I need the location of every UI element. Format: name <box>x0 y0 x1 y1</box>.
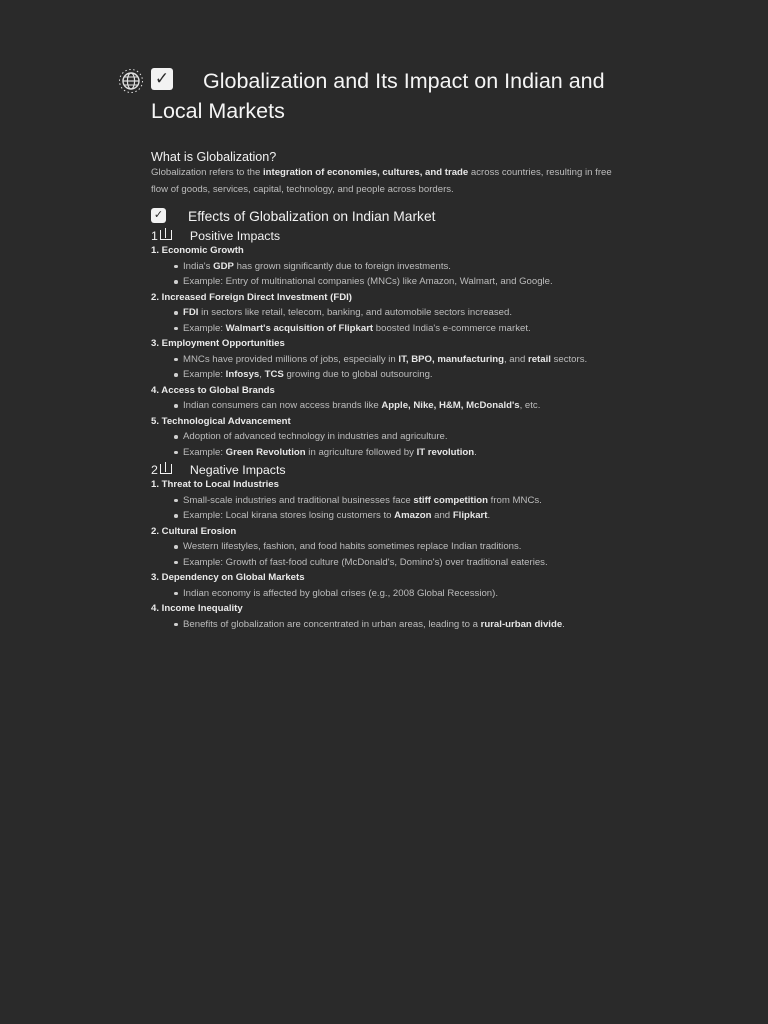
text: Adoption of advanced technology in industries and agriculture. <box>183 431 448 442</box>
list-item <box>183 352 621 368</box>
text: Western lifestyles, fashion, and food habits sometimes replace Indian traditions. <box>183 541 522 552</box>
text: Example: Growth of fast-food culture (McDonald's, Domino's) over traditional eateries. <box>183 556 548 568</box>
bold-text: FDI <box>183 307 199 318</box>
text: Example: Entry of multinational companies (MNCs) like Amazon, Walmart, and Google. <box>183 276 553 287</box>
list-item <box>183 539 621 555</box>
text: Small-scale industries and traditional businesses face <box>183 494 414 506</box>
list-item <box>183 508 621 524</box>
bold-text: retail <box>527 353 551 365</box>
text: sectors. <box>550 353 588 365</box>
bullet-list <box>151 493 621 524</box>
list-item <box>183 493 621 509</box>
text: India's <box>183 260 214 272</box>
bullet-list <box>151 259 621 290</box>
list-item <box>183 321 621 337</box>
text: in agriculture followed by <box>305 446 417 458</box>
list-item <box>183 398 621 414</box>
text: . <box>474 446 477 458</box>
book-icon <box>160 230 172 240</box>
what-text-bold: integration of economies, cultures, and trade <box>263 167 469 178</box>
page-title-text: Globalization and Its Impact on Indian and Local Markets <box>151 69 605 123</box>
bold-text: Walmart's acquisition of Flipkart <box>225 322 374 334</box>
document-content <box>151 66 621 632</box>
text: , etc. <box>519 400 541 411</box>
effects-heading-text: Effects of Globalization on Indian Market <box>188 209 436 224</box>
bullet-list <box>151 617 621 633</box>
list-item <box>183 259 621 275</box>
text: , and <box>503 353 528 365</box>
list-item <box>183 586 621 602</box>
bold-text: Flipkart <box>452 510 488 521</box>
bold-text: Green Revolution <box>225 446 306 458</box>
bold-text: Apple, Nike, H&M, McDonald's <box>381 400 520 411</box>
text: , <box>259 369 265 380</box>
positive-heading-text: Positive Impacts <box>189 229 281 243</box>
subheading: 2. Increased Foreign Direct Investment (FDI) <box>151 291 352 303</box>
subheading: 3. Employment Opportunities <box>151 338 285 349</box>
bullet-list <box>151 352 621 383</box>
effects-heading <box>151 208 621 226</box>
text: and <box>431 510 453 521</box>
bold-text: IT, BPO, manufacturing <box>398 353 504 365</box>
text: Indian economy is affected by global crises (e.g., 2008 Global Recession). <box>183 587 498 599</box>
text: Benefits of globalization are concentrated in urban areas, leading to a <box>183 618 481 630</box>
list-item <box>183 429 621 445</box>
list-item <box>183 555 621 571</box>
text: in sectors like retail, telecom, banking, and automobile sectors increased. <box>198 307 513 318</box>
bold-text: Amazon <box>394 510 432 521</box>
list-item <box>183 274 621 290</box>
text: Indian consumers can now access brands like <box>183 400 382 411</box>
text: Example: Local kirana stores losing customers to <box>183 510 395 521</box>
bold-text: GDP <box>213 260 234 272</box>
bullet-list <box>151 305 621 336</box>
text: has grown significantly due to foreign investments. <box>233 260 451 272</box>
page-title <box>151 66 621 126</box>
subheading: 4. Income Inequality <box>151 603 243 614</box>
bullet-list <box>151 539 621 570</box>
text: Example: <box>183 369 226 380</box>
subheading: 5. Technological Advancement <box>151 415 291 427</box>
text: . <box>562 618 565 630</box>
positive-heading <box>151 229 621 243</box>
text: boosted India's e-commerce market. <box>373 322 531 334</box>
list-item <box>183 445 621 461</box>
text: growing due to global outsourcing. <box>283 369 433 380</box>
section-number: 2 <box>151 463 158 477</box>
subheading: 1. Economic Growth <box>151 245 244 256</box>
text: from MNCs. <box>488 494 542 506</box>
negative-heading <box>151 463 621 477</box>
book-icon <box>160 464 172 474</box>
list-item <box>183 617 621 633</box>
bold-text: IT revolution <box>416 446 475 458</box>
bold-text: Infosys <box>225 369 260 380</box>
bold-text: rural-urban divide <box>480 618 563 630</box>
text: Example: <box>183 322 226 334</box>
bullet-list <box>151 586 621 602</box>
what-text-after: across countries, resulting in free flow of goods, services, capital, technology, and people across borders. <box>151 167 612 195</box>
text: Example: <box>183 446 226 458</box>
list-item <box>183 305 621 321</box>
what-is-heading: What is Globalization? <box>151 150 277 164</box>
negative-heading-text: Negative Impacts <box>189 463 286 477</box>
check-icon: ✓ <box>151 208 166 223</box>
what-is-paragraph <box>151 165 621 198</box>
subheading: 2. Cultural Erosion <box>151 525 237 537</box>
bold-text: stiff competition <box>413 494 488 506</box>
globe-icon <box>118 68 144 94</box>
check-icon: ✓ <box>151 68 173 90</box>
bullet-list <box>151 398 621 414</box>
text: . <box>487 510 491 521</box>
negative-section <box>151 463 621 632</box>
positive-section <box>151 229 621 460</box>
section-number: 1 <box>151 229 158 243</box>
positive-list <box>151 243 621 460</box>
subheading: 1. Threat to Local Industries <box>151 479 279 490</box>
subheading: 3. Dependency on Global Markets <box>151 572 305 583</box>
negative-list <box>151 477 621 632</box>
text: MNCs have provided millions of jobs, especially in <box>183 353 399 365</box>
bullet-list <box>151 429 621 460</box>
bold-text: TCS <box>264 369 284 380</box>
what-text-before: Globalization refers to the <box>151 167 263 178</box>
subheading: 4. Access to Global Brands <box>151 384 275 396</box>
list-item <box>183 367 621 383</box>
